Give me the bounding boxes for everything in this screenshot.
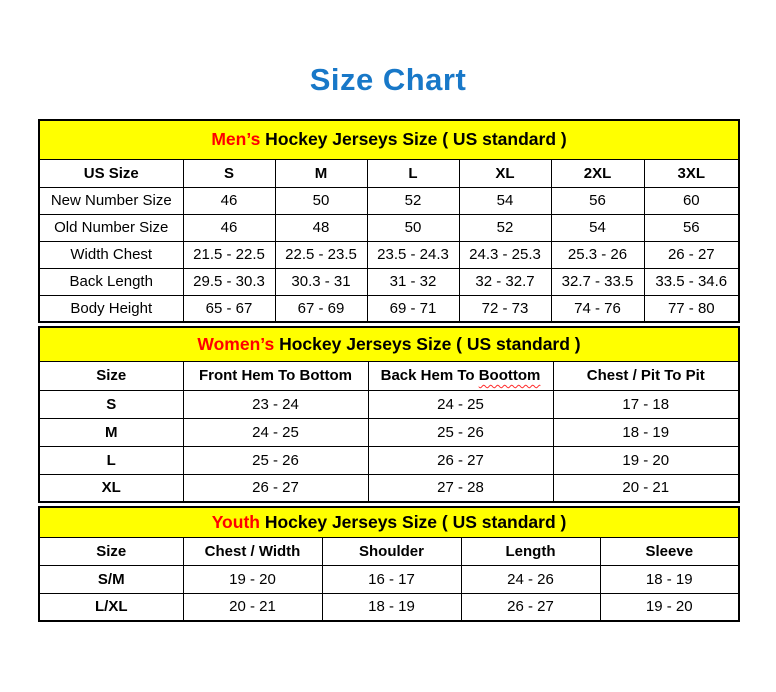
mens-cell: 72 - 73 xyxy=(459,295,551,322)
mens-cell: 30.3 - 31 xyxy=(275,268,367,295)
table-row xyxy=(39,159,739,187)
mens-row-label: Back Length xyxy=(39,268,183,295)
mens-header-accent: Men’s xyxy=(211,129,261,150)
table-row xyxy=(39,120,739,159)
table-row xyxy=(39,593,739,621)
mens-column-header: 2XL xyxy=(551,159,644,187)
womens-cell: 25 - 26 xyxy=(183,446,368,474)
mens-cell: 50 xyxy=(367,214,459,241)
womens-row-label: S xyxy=(39,390,183,418)
table-row xyxy=(39,241,739,268)
womens-cell: 23 - 24 xyxy=(183,390,368,418)
table-row xyxy=(39,327,739,361)
mens-cell: 24.3 - 25.3 xyxy=(459,241,551,268)
mens-cell: 33.5 - 34.6 xyxy=(644,268,739,295)
youth-column-header: Chest / Width xyxy=(183,537,322,565)
mens-cell: 74 - 76 xyxy=(551,295,644,322)
youth-row-label: S/M xyxy=(39,565,183,593)
womens-column-header xyxy=(368,361,553,390)
table-row xyxy=(39,295,739,322)
youth-row-label: L/XL xyxy=(39,593,183,621)
mens-cell: 69 - 71 xyxy=(367,295,459,322)
mens-size-table xyxy=(38,119,740,323)
mens-cell: 65 - 67 xyxy=(183,295,275,322)
youth-size-table xyxy=(38,506,740,622)
womens-cell: 19 - 20 xyxy=(553,446,739,474)
womens-column-header-prefix: Back Hem To xyxy=(380,367,479,384)
womens-row-label: L xyxy=(39,446,183,474)
mens-column-header: XL xyxy=(459,159,551,187)
mens-header-text: Hockey Jerseys Size ( US standard ) xyxy=(260,129,567,150)
womens-cell: 18 - 19 xyxy=(553,418,739,446)
womens-header-accent: Women’s xyxy=(197,333,275,354)
mens-row-label: New Number Size xyxy=(39,187,183,214)
womens-cell: 17 - 18 xyxy=(553,390,739,418)
table-row xyxy=(39,187,739,214)
mens-cell: 32.7 - 33.5 xyxy=(551,268,644,295)
mens-cell: 46 xyxy=(183,187,275,214)
table-row xyxy=(39,474,739,502)
mens-cell: 23.5 - 24.3 xyxy=(367,241,459,268)
mens-cell: 32 - 32.7 xyxy=(459,268,551,295)
youth-header-accent: Youth xyxy=(211,511,260,532)
mens-cell: 21.5 - 22.5 xyxy=(183,241,275,268)
mens-cell: 56 xyxy=(644,214,739,241)
table-row xyxy=(39,361,739,390)
youth-column-header: Length xyxy=(461,537,600,565)
youth-cell: 18 - 19 xyxy=(600,565,739,593)
page-title: Size Chart xyxy=(309,62,467,97)
mens-row-label: Old Number Size xyxy=(39,214,183,241)
mens-cell: 56 xyxy=(551,187,644,214)
youth-cell: 19 - 20 xyxy=(600,593,739,621)
mens-row-label: Body Height xyxy=(39,295,183,322)
youth-section-header xyxy=(39,507,739,537)
youth-cell: 16 - 17 xyxy=(322,565,461,593)
youth-column-header: Sleeve xyxy=(600,537,739,565)
womens-section-header xyxy=(39,327,739,361)
mens-cell: 25.3 - 26 xyxy=(551,241,644,268)
mens-column-header: 3XL xyxy=(644,159,739,187)
youth-header-text: Hockey Jerseys Size ( US standard ) xyxy=(259,511,567,532)
mens-cell: 50 xyxy=(275,187,367,214)
size-chart xyxy=(0,119,776,622)
mens-column-header: US Size xyxy=(39,159,183,187)
mens-row-label: Width Chest xyxy=(39,241,183,268)
womens-column-header-misspelled-word: Boottom xyxy=(478,367,541,384)
mens-cell: 31 - 32 xyxy=(367,268,459,295)
youth-column-header: Shoulder xyxy=(322,537,461,565)
womens-cell: 27 - 28 xyxy=(368,474,553,502)
womens-column-header: Size xyxy=(39,361,183,390)
mens-column-header: L xyxy=(367,159,459,187)
mens-cell: 48 xyxy=(275,214,367,241)
youth-cell: 19 - 20 xyxy=(183,565,322,593)
youth-column-header: Size xyxy=(39,537,183,565)
youth-cell: 26 - 27 xyxy=(461,593,600,621)
mens-cell: 52 xyxy=(367,187,459,214)
mens-cell: 60 xyxy=(644,187,739,214)
youth-cell: 20 - 21 xyxy=(183,593,322,621)
womens-column-header: Chest / Pit To Pit xyxy=(553,361,739,390)
mens-cell: 52 xyxy=(459,214,551,241)
table-row xyxy=(39,537,739,565)
youth-cell: 24 - 26 xyxy=(461,565,600,593)
youth-cell: 18 - 19 xyxy=(322,593,461,621)
mens-cell: 46 xyxy=(183,214,275,241)
mens-cell: 54 xyxy=(459,187,551,214)
mens-cell: 29.5 - 30.3 xyxy=(183,268,275,295)
mens-cell: 77 - 80 xyxy=(644,295,739,322)
table-row xyxy=(39,507,739,537)
table-row xyxy=(39,565,739,593)
womens-row-label: XL xyxy=(39,474,183,502)
mens-column-header: S xyxy=(183,159,275,187)
womens-header-text: Hockey Jerseys Size ( US standard ) xyxy=(274,333,581,354)
table-row xyxy=(39,268,739,295)
womens-size-table xyxy=(38,326,740,503)
table-row xyxy=(39,418,739,446)
womens-cell: 26 - 27 xyxy=(183,474,368,502)
mens-cell: 22.5 - 23.5 xyxy=(275,241,367,268)
mens-column-header: M xyxy=(275,159,367,187)
womens-cell: 26 - 27 xyxy=(368,446,553,474)
table-row xyxy=(39,390,739,418)
womens-cell: 24 - 25 xyxy=(368,390,553,418)
mens-cell: 26 - 27 xyxy=(644,241,739,268)
womens-column-header: Front Hem To Bottom xyxy=(183,361,368,390)
table-row xyxy=(39,446,739,474)
womens-cell: 25 - 26 xyxy=(368,418,553,446)
womens-cell: 20 - 21 xyxy=(553,474,739,502)
mens-cell: 54 xyxy=(551,214,644,241)
womens-cell: 24 - 25 xyxy=(183,418,368,446)
table-row xyxy=(39,214,739,241)
mens-cell: 67 - 69 xyxy=(275,295,367,322)
womens-row-label: M xyxy=(39,418,183,446)
mens-section-header xyxy=(39,120,739,159)
